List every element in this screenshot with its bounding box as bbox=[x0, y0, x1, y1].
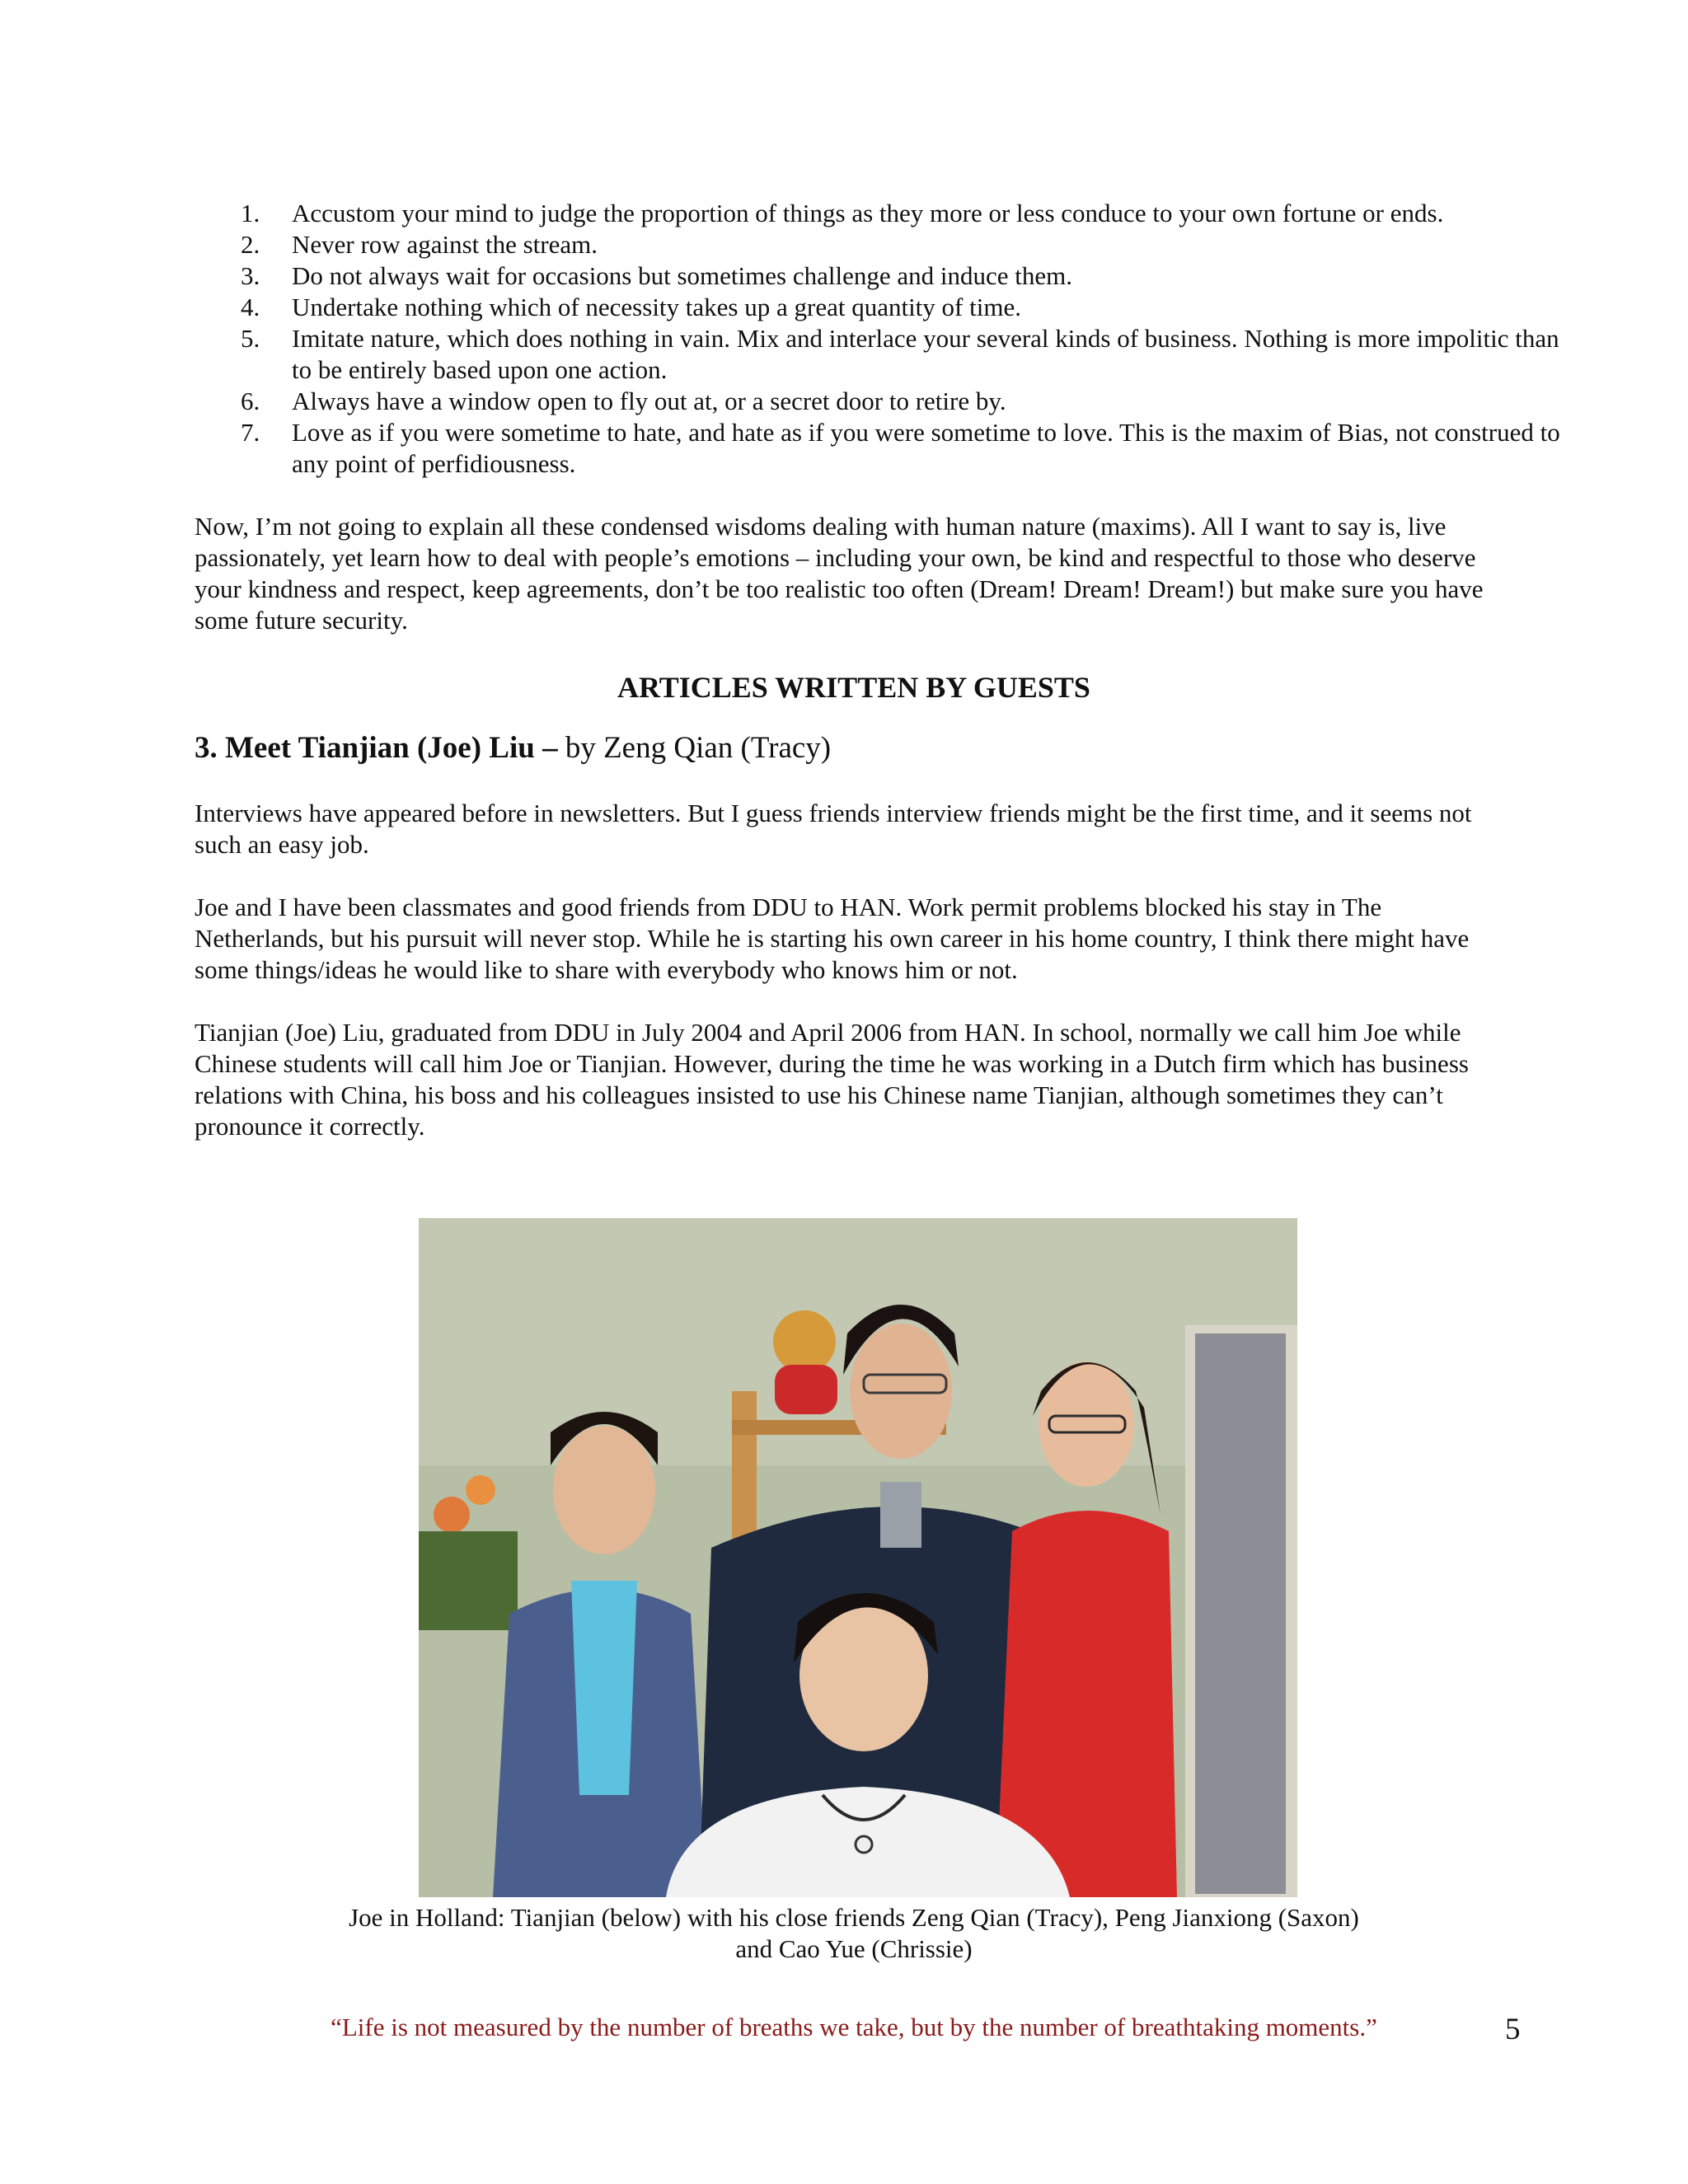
list-item-text: Accustom your mind to judge the proportion of things as they more or less conduce to your own fortune or ends. bbox=[292, 199, 1444, 227]
article-paragraph: Tianjian (Joe) Liu, graduated from DDU in July 2004 and April 2006 from HAN. In school, normally we call him Joe while Chinese students will call him Joe or Tianjian. However, during the time he was working in a Dutch firm which has business relations with China, his boss and his colleagues insisted to use his Chinese name Tianjian, although sometimes they can’t pronounce it correctly. bbox=[195, 1018, 1469, 1141]
list-number: 1. bbox=[241, 199, 260, 227]
list-item bbox=[195, 229, 1578, 260]
list-number: 5. bbox=[241, 324, 260, 353]
list-item-text: Always have a window open to fly out at, or a secret door to retire by. bbox=[292, 387, 1006, 415]
list-item-text: Love as if you were sometime to hate, and hate as if you were sometime to love. This is the maxim of Bias, not construed to any point of perfidiousness. bbox=[292, 418, 1560, 478]
list-number: 4. bbox=[241, 293, 260, 321]
footer-quote: “Life is not measured by the number of breaths we take, but by the number of breathtaking moments.” bbox=[331, 2013, 1377, 2041]
article-paragraph: Interviews have appeared before in newsletters. But I guess friends interview friends might be the first time, and it seems not such an easy job. bbox=[195, 799, 1472, 859]
group-photo bbox=[419, 1218, 1297, 1897]
main-content bbox=[195, 198, 1560, 1142]
list-item bbox=[195, 386, 1578, 417]
page-number: 5 bbox=[1505, 2013, 1521, 2046]
list-item-text: Do not always wait for occasions but sometimes challenge and induce them. bbox=[292, 261, 1072, 290]
article-title-main: 3. Meet Tianjian (Joe) Liu – bbox=[195, 731, 558, 765]
list-item-text: Imitate nature, which does nothing in vain. Mix and interlace your several kinds of business. Nothing is more impolitic than to be entirely based upon one action. bbox=[292, 324, 1559, 384]
article-title bbox=[195, 730, 1513, 766]
photo-caption bbox=[195, 1902, 1513, 1965]
list-item-text: Never row against the stream. bbox=[292, 230, 598, 259]
list-item bbox=[195, 417, 1578, 480]
list-number: 6. bbox=[241, 387, 260, 415]
maxims-list bbox=[195, 198, 1560, 480]
list-item-text: Undertake nothing which of necessity takes up a great quantity of time. bbox=[292, 293, 1021, 321]
photo-caption-line: Joe in Holland: Tianjian (below) with his close friends Zeng Qian (Tracy), Peng Jianxiong (Saxon) bbox=[349, 1903, 1359, 1932]
group-photo-illustration bbox=[419, 1218, 1297, 1897]
list-item bbox=[195, 292, 1578, 323]
article-paragraph: Joe and I have been classmates and good friends from DDU to HAN. Work permit problems blocked his stay in The Netherlands, but his pursuit will never stop. While he is starting his own career in his home country, I think there might have some things/ideas he would like to share with everybody who knows him or not. bbox=[195, 893, 1470, 984]
article-byline: by Zeng Qian (Tracy) bbox=[557, 731, 832, 765]
list-number: 3. bbox=[241, 261, 260, 290]
list-item bbox=[195, 323, 1578, 386]
photo-caption-line: and Cao Yue (Chrissie) bbox=[735, 1934, 973, 1963]
list-number: 2. bbox=[241, 230, 260, 259]
section-heading: ARTICLES WRITTEN BY GUESTS bbox=[617, 671, 1090, 704]
list-item bbox=[195, 198, 1578, 229]
list-number: 7. bbox=[241, 418, 260, 447]
list-item bbox=[195, 260, 1578, 292]
intro-paragraph: Now, I’m not going to explain all these condensed wisdoms dealing with human nature (maxims). All I want to say is, live passionately, yet learn how to deal with people’s emotions – including your own, be kind and respectful to those who deserve your kindness and respect, keep agreements, don’t be too realistic too often (Dream! Dream! Dream!) but make sure you have some future security. bbox=[195, 512, 1484, 635]
